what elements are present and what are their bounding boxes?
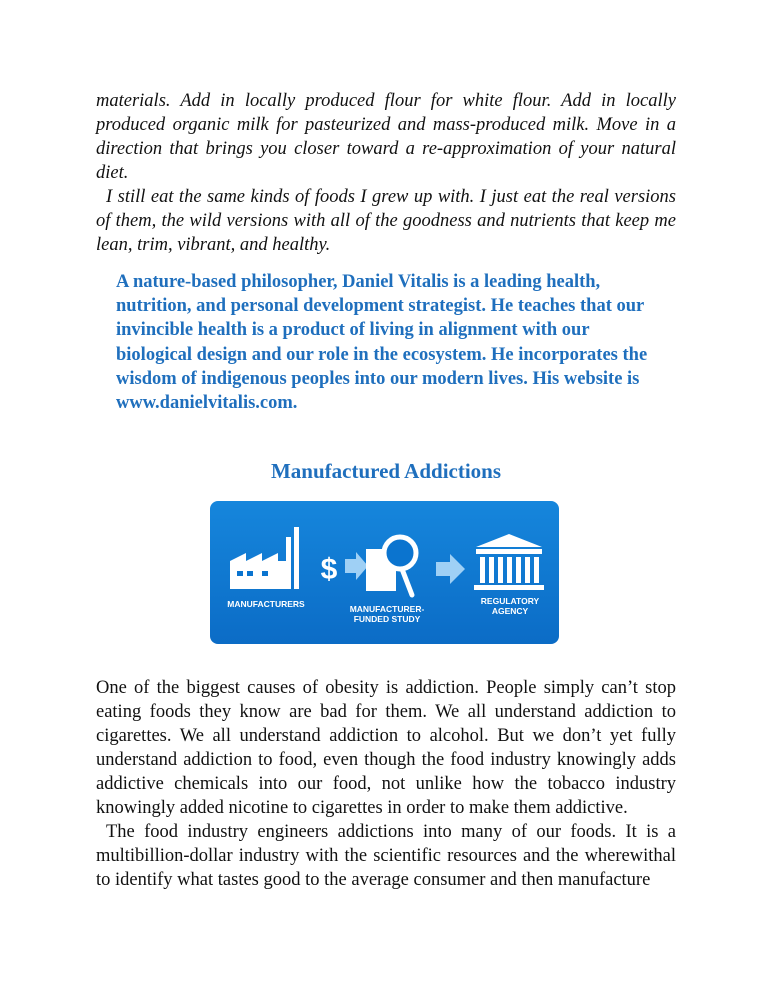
document-magnifier-icon (366, 537, 416, 595)
arrow-icon (436, 554, 465, 584)
intro-paragraph: I still eat the same kinds of foods I grew up with. I just eat the real versions of them, the wild versions with all of the goodness and nutrients that keep me lean, trim, vibrant, and healthy. (96, 187, 676, 255)
building-icon (474, 534, 544, 590)
section-title: Manufactured Addictions (270, 459, 502, 483)
body-text (96, 676, 676, 892)
study-label-line2: FUNDED STUDY (353, 614, 421, 624)
agency-label-line1: REGULATORY (480, 596, 540, 606)
factory-icon (230, 527, 299, 589)
manufacturers-label: MANUFACTURERS (227, 599, 305, 609)
arrow-icon (345, 552, 368, 580)
agency-label-line2: AGENCY (491, 606, 529, 616)
author-bio: A nature-based philosopher, Daniel Vitalis is a leading health, nutrition, and personal development strategist. He teaches that our invincible health is a product of living in alignment with our biological design and our role in the ecosystem. He incorporates the wisdom of indigenous peoples into our modern lives. His website is www.danielvitalis.com. (116, 272, 648, 414)
body-paragraph: The food industry engineers addictions into many of our foods. It is a multibillion-dollar industry with the scientific resources and the wherewithal to identify what tastes good to the average consumer and then manufacture (96, 822, 676, 890)
study-label-line1: MANUFACTURER- (349, 604, 425, 614)
intro-paragraph: materials. Add in locally produced flour for white flour. Add in locally produced organic milk for pasteurized and mass-produced milk. Move in a direction that brings you closer toward a re-approximation of your natural diet. (96, 91, 676, 183)
dollar-icon: $ (320, 553, 338, 586)
intro-text (96, 89, 676, 257)
addiction-diagram (210, 501, 559, 644)
body-paragraph: One of the biggest causes of obesity is addiction. People simply can’t stop eating foods they know are bad for them. We all understand addiction to cigarettes. We all understand addiction to alcohol. But we don’t yet fully understand addiction to food, even though the food industry knowingly adds addictive chemicals into our food, not unlike how the tobacco industry knowingly added nicotine to cigarettes in order to make them addictive. (96, 678, 676, 818)
